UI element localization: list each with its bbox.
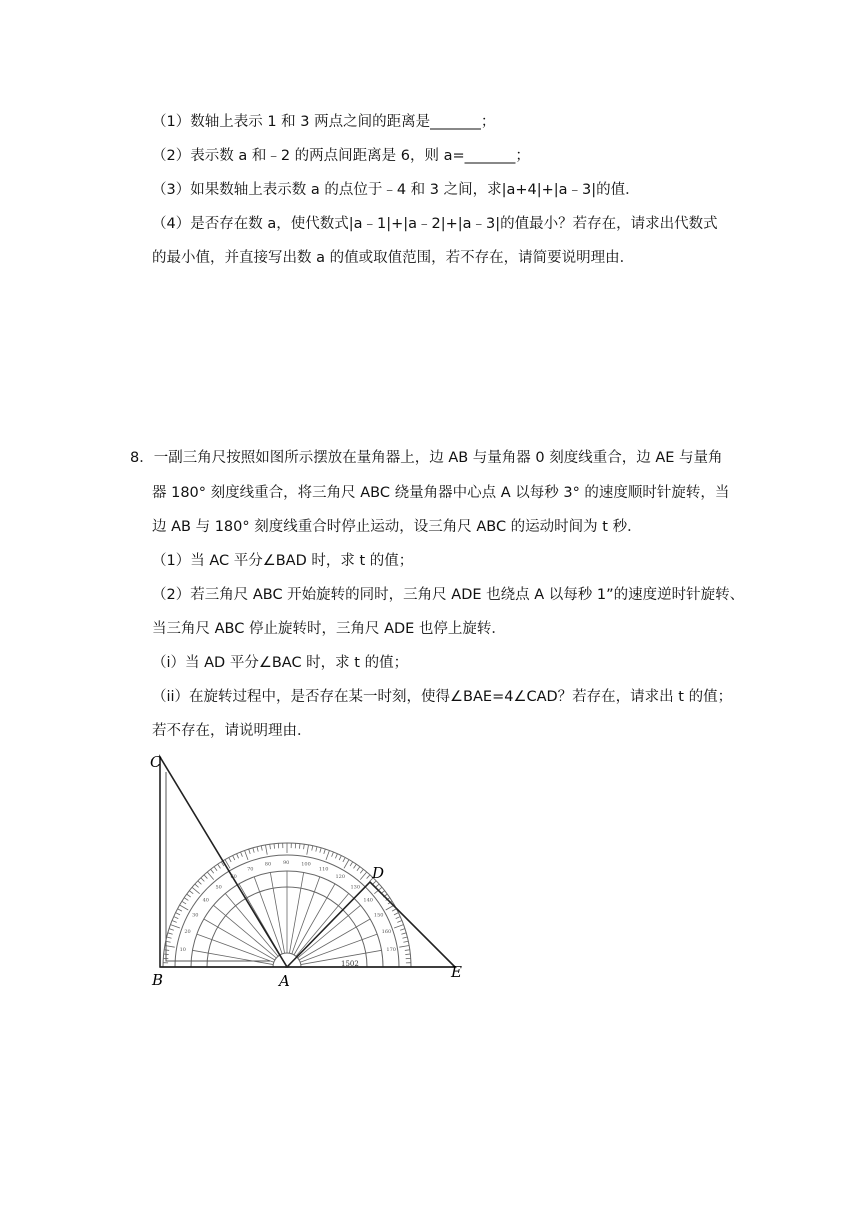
protractor-scale-number: 150 bbox=[373, 912, 384, 919]
protractor-tick bbox=[332, 852, 334, 857]
protractor-tick bbox=[174, 917, 179, 919]
protractor-tick bbox=[164, 950, 169, 951]
protractor-tick bbox=[265, 845, 267, 855]
protractor-tick bbox=[392, 909, 396, 911]
protractor-tick bbox=[343, 858, 345, 862]
protractor-tick bbox=[403, 941, 408, 942]
protractor-tick bbox=[233, 856, 235, 860]
label-e: E bbox=[451, 963, 462, 981]
triangle-abc-inner bbox=[166, 772, 270, 961]
protractor-tick bbox=[218, 864, 221, 868]
protractor-tick bbox=[312, 846, 313, 851]
problem8-sub2-ii-line2: 若不存在，请说明理由． bbox=[152, 723, 312, 739]
protractor-tick bbox=[192, 887, 200, 893]
protractor-scale-number: 80 bbox=[264, 861, 272, 868]
protractor-scale-number: 130 bbox=[350, 884, 361, 891]
protractor-tick bbox=[405, 954, 410, 955]
protractor-scale-number: 90 bbox=[283, 860, 290, 866]
protractor-tick bbox=[249, 849, 251, 854]
problem8-line2: 器 180° 刻度线重合，将三角尺 ABC 绕量角器中心点 A 以每秒 3° 的速度顺时针旋转，当 bbox=[152, 485, 730, 501]
protractor-tick bbox=[169, 929, 174, 931]
protractor-tick bbox=[207, 872, 213, 880]
protractor-tick bbox=[241, 852, 243, 857]
label-a: A bbox=[279, 972, 290, 990]
protractor-tick bbox=[307, 845, 309, 855]
protractor-tick bbox=[394, 925, 403, 928]
protractor-tick bbox=[344, 860, 349, 869]
protractor-tick bbox=[180, 905, 189, 910]
protractor-tick bbox=[229, 858, 231, 862]
part1-question-3: （3）如果数轴上表示数 a 的点位于﹣4 和 3 之间，求|a+4|+|a﹣3|的值． bbox=[152, 182, 640, 198]
protractor-tick bbox=[178, 909, 182, 911]
protractor-tick bbox=[339, 856, 341, 860]
protractor-tick bbox=[198, 881, 202, 884]
protractor-scale-number: 10 bbox=[179, 946, 186, 953]
protractor-tick bbox=[304, 844, 305, 849]
problem8-sub2-line1: （2）若三角尺 ABC 开始旋转的同时，三角尺 ADE 也绕点 A 以每秒 1”的速度逆时针旋转、 bbox=[152, 587, 745, 603]
protractor-tick bbox=[253, 848, 254, 853]
protractor-scale-number: 20 bbox=[184, 929, 191, 936]
problem8-sub2-ii-line1: （ii）在旋转过程中，是否存在某一时刻，使得∠BAE=4∠CAD？若存在，请求出 t 的值； bbox=[152, 689, 733, 705]
part1-question-2: （2）表示数 a 和﹣2 的两点间距离是 6，则 a=_______； bbox=[152, 148, 530, 164]
protractor-tick bbox=[394, 913, 398, 915]
problem8-sub1: （1）当 AC 平分∠BAD 时，求 t 的值； bbox=[152, 553, 414, 569]
protractor-scale-number: 170 bbox=[386, 946, 396, 953]
protractor-tick bbox=[357, 867, 360, 871]
protractor-tick bbox=[360, 869, 363, 873]
protractor-tick bbox=[274, 844, 275, 849]
protractor-tick bbox=[167, 937, 172, 938]
protractor-tick bbox=[399, 945, 409, 947]
protractor-tick bbox=[182, 901, 186, 904]
protractor-tick bbox=[326, 850, 329, 859]
protractor-tick bbox=[201, 878, 204, 882]
protractor-tick bbox=[354, 864, 357, 868]
protractor-scale-number: 60 bbox=[230, 874, 237, 881]
protractor-tick bbox=[397, 921, 402, 923]
protractor-tick bbox=[172, 921, 177, 923]
protractor-label: 1502 bbox=[341, 960, 359, 968]
protractor-tick bbox=[237, 854, 239, 859]
protractor-scale-number: 30 bbox=[192, 912, 199, 919]
protractor-scale-number: 40 bbox=[202, 897, 209, 904]
triangle-ade bbox=[287, 882, 455, 967]
protractor-tick bbox=[396, 917, 401, 919]
label-d: D bbox=[372, 864, 385, 882]
protractor-tick bbox=[168, 933, 173, 934]
protractor-tick bbox=[335, 854, 337, 859]
protractor-scale-number: 100 bbox=[301, 861, 311, 868]
protractor-tick bbox=[187, 894, 191, 897]
protractor-scale-number: 160 bbox=[381, 929, 392, 936]
protractor-scale-number: 50 bbox=[215, 884, 222, 891]
protractor-tick bbox=[316, 847, 317, 852]
protractor-tick bbox=[360, 872, 366, 880]
protractor-tick bbox=[320, 848, 321, 853]
protractor-tick bbox=[195, 884, 199, 887]
protractor-tick bbox=[189, 891, 193, 894]
protractor-tick bbox=[176, 913, 180, 915]
protractor bbox=[163, 843, 411, 967]
protractor-tick bbox=[204, 875, 207, 879]
part1-question-1: （1）数轴上表示 1 和 3 两点之间的距离是_______； bbox=[152, 114, 496, 130]
protractor-scale-number: 110 bbox=[318, 866, 329, 873]
protractor-tick bbox=[245, 850, 248, 859]
protractor-tick bbox=[367, 875, 370, 879]
protractor-scale-number: 120 bbox=[335, 874, 346, 881]
protractor-scale-number: 140 bbox=[363, 897, 373, 904]
protractor-tick bbox=[211, 869, 214, 873]
problem8-line3: 边 AB 与 180° 刻度线重合时停止运动，设三角尺 ABC 的运动时间为 t 秒． bbox=[152, 519, 642, 535]
part1-question-4-line1: （4）是否存在数 a，使代数式|a﹣1|+|a﹣2|+|a﹣3|的值最小？若存在，请求出代数式 bbox=[152, 216, 718, 232]
problem8-sub2-i: （i）当 AD 平分∠BAC 时，求 t 的值； bbox=[152, 655, 409, 671]
problem8-sub2-line2: 当三角尺 ABC 停止旋转时，三角尺 ADE 也停上旋转． bbox=[152, 621, 506, 637]
protractor-tick bbox=[405, 950, 410, 951]
label-b: B bbox=[152, 971, 164, 989]
protractor-tick bbox=[261, 846, 262, 851]
protractor-tick bbox=[324, 849, 326, 854]
protractor-tick bbox=[402, 937, 407, 938]
protractor-tick bbox=[299, 844, 300, 849]
protractor-tick bbox=[350, 862, 353, 866]
protractor-tick bbox=[214, 867, 217, 871]
protractor-tick bbox=[401, 933, 406, 934]
protractor-tick bbox=[257, 847, 258, 852]
protractor-tick bbox=[400, 929, 405, 931]
label-c: C bbox=[150, 753, 162, 771]
protractor-tick bbox=[170, 925, 179, 928]
part1-question-4-line2: 的最小值，并直接写出数 a 的值或取值范围，若不存在，请简要说明理由． bbox=[152, 250, 635, 266]
problem8-line1: 8．一副三角尺按照如图所示摆放在量角器上，边 AB 与量角器 0 刻度线重合，边 AE 与量角 bbox=[130, 450, 723, 466]
protractor-tick bbox=[270, 844, 271, 849]
protractor-tick bbox=[184, 898, 188, 901]
protractor-scale-number: 70 bbox=[247, 866, 254, 873]
